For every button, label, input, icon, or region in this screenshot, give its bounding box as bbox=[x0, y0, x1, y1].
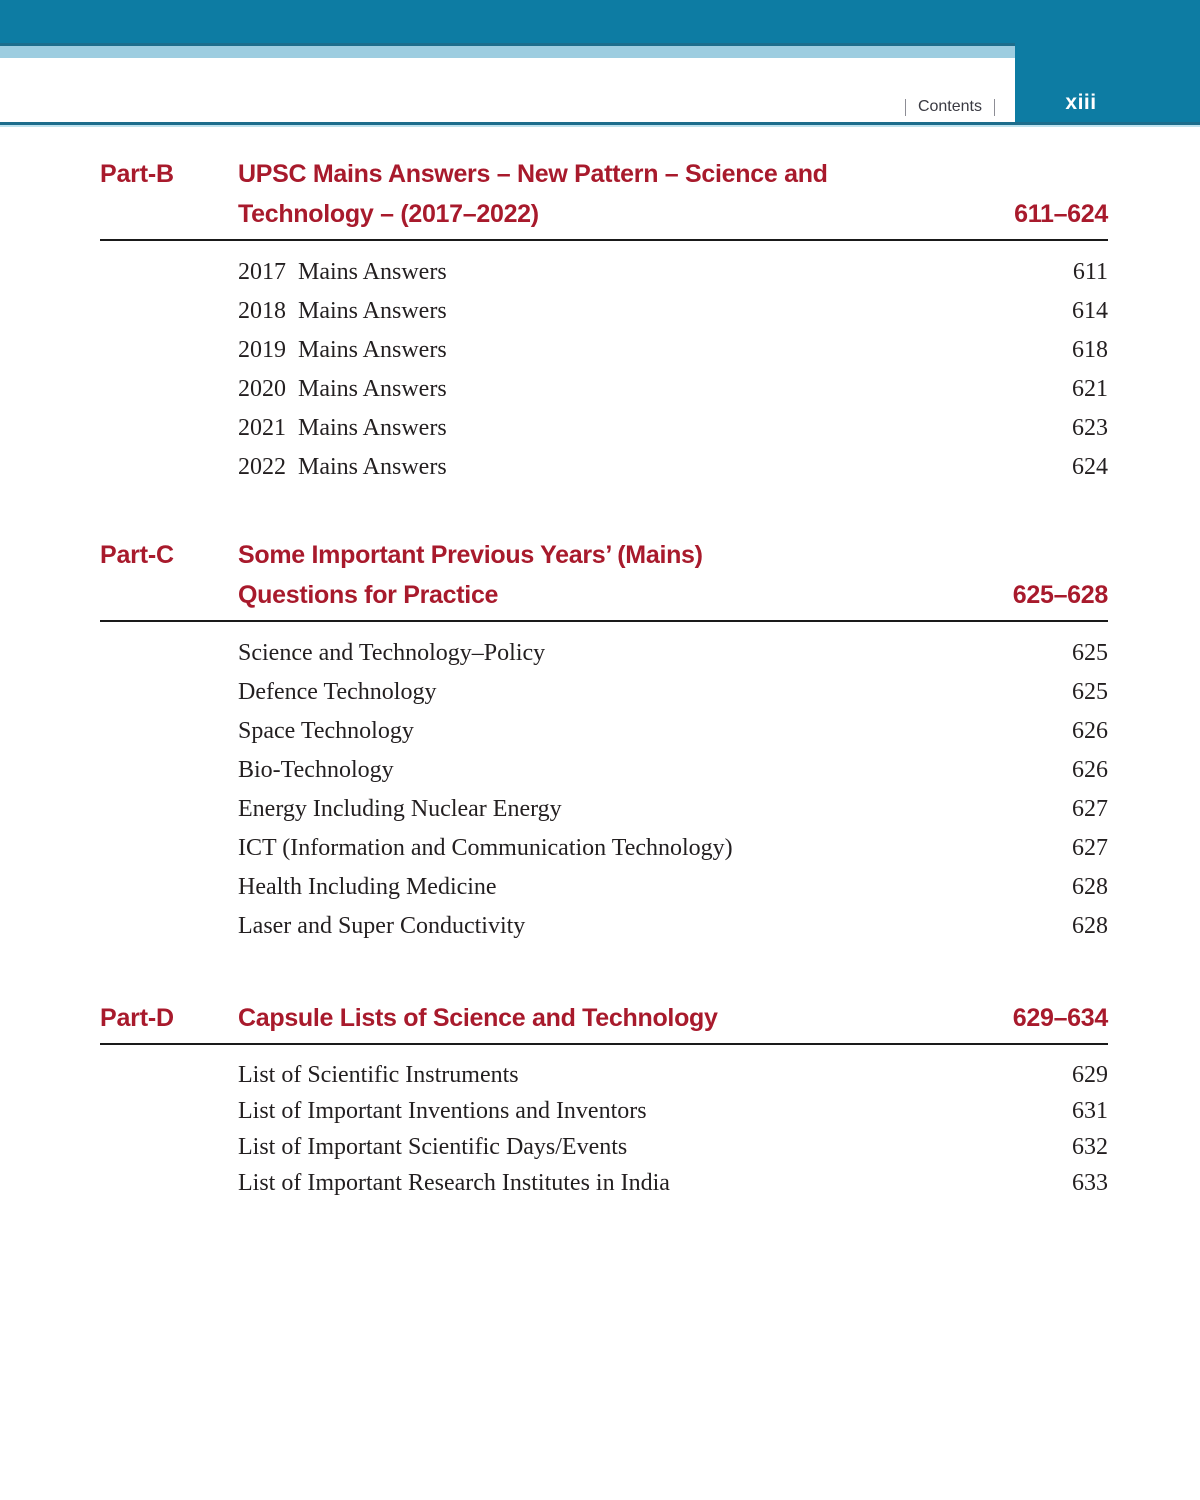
entry-page: 614 bbox=[1072, 298, 1108, 324]
toc-entry[interactable] bbox=[238, 868, 1108, 907]
entry-page: 632 bbox=[1072, 1134, 1108, 1160]
entry-label: 2021 Mains Answers bbox=[238, 415, 447, 441]
toc-content bbox=[0, 128, 1200, 1201]
entry-label: Space Technology bbox=[238, 718, 414, 744]
toc-section-part-b bbox=[0, 154, 1200, 487]
part-label: Part-C bbox=[100, 541, 174, 569]
part-title-line-1 bbox=[238, 535, 1108, 575]
toc-entry[interactable] bbox=[238, 409, 1108, 448]
toc-entry[interactable] bbox=[238, 673, 1108, 712]
section-entries bbox=[0, 622, 1200, 946]
entry-page: 625 bbox=[1072, 679, 1108, 705]
section-heading bbox=[0, 998, 1200, 1038]
running-head-label: Contents bbox=[917, 98, 982, 115]
part-page-range: 611–624 bbox=[1014, 200, 1108, 228]
toc-entry[interactable] bbox=[238, 907, 1108, 946]
entry-label: ICT (Information and Communication Technology) bbox=[238, 835, 733, 861]
part-title-text: UPSC Mains Answers – New Pattern – Science and bbox=[238, 160, 828, 188]
part-title-line-1 bbox=[238, 154, 1108, 194]
page-header bbox=[0, 0, 1200, 128]
separator-bar-right bbox=[994, 99, 995, 116]
part-label: Part-B bbox=[100, 160, 174, 188]
toc-entry[interactable] bbox=[238, 253, 1108, 292]
part-title-wrap bbox=[238, 998, 1108, 1038]
entry-label: Science and Technology–Policy bbox=[238, 640, 546, 666]
toc-entry[interactable] bbox=[238, 292, 1108, 331]
header-teal-band bbox=[0, 0, 1200, 43]
entry-page: 628 bbox=[1072, 913, 1108, 939]
part-title-text-cont: Questions for Practice bbox=[238, 581, 499, 609]
entry-label: Health Including Medicine bbox=[238, 874, 497, 900]
section-heading bbox=[0, 154, 1200, 234]
entry-label: Energy Including Nuclear Energy bbox=[238, 796, 562, 822]
entry-page: 626 bbox=[1072, 757, 1108, 783]
entry-page: 628 bbox=[1072, 874, 1108, 900]
toc-entry[interactable] bbox=[238, 751, 1108, 790]
part-title-text: Capsule Lists of Science and Technology bbox=[238, 1004, 718, 1032]
entry-label: List of Important Inventions and Inventors bbox=[238, 1098, 647, 1124]
entry-page: 625 bbox=[1072, 640, 1108, 666]
toc-entry[interactable] bbox=[238, 1057, 1108, 1093]
section-entries bbox=[0, 1045, 1200, 1201]
entry-page: 611 bbox=[1072, 259, 1108, 285]
section-spacer-c-d bbox=[0, 946, 1200, 998]
toc-entry[interactable] bbox=[238, 634, 1108, 673]
part-title-line-1 bbox=[238, 998, 1108, 1038]
entry-label: List of Important Scientific Days/Events bbox=[238, 1134, 628, 1160]
entry-label: 2017 Mains Answers bbox=[238, 259, 447, 285]
toc-entry[interactable] bbox=[238, 448, 1108, 487]
entry-label: 2018 Mains Answers bbox=[238, 298, 447, 324]
toc-entry[interactable] bbox=[238, 1093, 1108, 1129]
entry-label: Laser and Super Conductivity bbox=[238, 913, 526, 939]
part-label: Part-D bbox=[100, 1004, 174, 1032]
header-bottom-rule-light bbox=[0, 125, 1200, 127]
entry-label: Bio-Technology bbox=[238, 757, 394, 783]
part-page-range: 629–634 bbox=[1012, 1004, 1108, 1032]
folio-number: xiii bbox=[1065, 91, 1097, 114]
part-title-text: Some Important Previous Years’ (Mains) bbox=[238, 541, 703, 569]
entry-label: 2019 Mains Answers bbox=[238, 337, 447, 363]
toc-entry[interactable] bbox=[238, 1165, 1108, 1201]
entry-page: 624 bbox=[1072, 454, 1108, 480]
part-title-wrap bbox=[238, 154, 1108, 234]
toc-section-part-d bbox=[0, 998, 1200, 1201]
entry-page: 626 bbox=[1072, 718, 1108, 744]
toc-section-part-c bbox=[0, 535, 1200, 946]
entry-label: List of Important Research Institutes in India bbox=[238, 1170, 670, 1196]
toc-entry[interactable] bbox=[238, 790, 1108, 829]
entry-page: 627 bbox=[1072, 796, 1108, 822]
entry-page: 621 bbox=[1072, 376, 1108, 402]
entry-page: 627 bbox=[1072, 835, 1108, 861]
part-title-text-cont: Technology – (2017–2022) bbox=[238, 200, 539, 228]
section-entries bbox=[0, 241, 1200, 487]
entry-page: 623 bbox=[1072, 415, 1108, 441]
running-head-contents bbox=[905, 98, 995, 116]
section-heading bbox=[0, 535, 1200, 615]
toc-entry[interactable] bbox=[238, 712, 1108, 751]
part-title-wrap bbox=[238, 535, 1108, 615]
part-page-range: 625–628 bbox=[1012, 581, 1108, 609]
part-title-line-2 bbox=[238, 575, 1108, 615]
entry-label: Defence Technology bbox=[238, 679, 437, 705]
entry-page: 629 bbox=[1072, 1062, 1108, 1088]
entry-page: 633 bbox=[1072, 1170, 1108, 1196]
toc-entry[interactable] bbox=[238, 829, 1108, 868]
entry-page: 631 bbox=[1072, 1098, 1108, 1124]
toc-entry[interactable] bbox=[238, 331, 1108, 370]
entry-label: 2020 Mains Answers bbox=[238, 376, 447, 402]
top-spacer bbox=[0, 128, 1200, 154]
separator-bar-left bbox=[905, 99, 906, 116]
part-title-line-2 bbox=[238, 194, 1108, 234]
toc-entry[interactable] bbox=[238, 370, 1108, 409]
entry-label: 2022 Mains Answers bbox=[238, 454, 447, 480]
toc-entry[interactable] bbox=[238, 1129, 1108, 1165]
entry-page: 618 bbox=[1072, 337, 1108, 363]
section-spacer-b-c bbox=[0, 487, 1200, 535]
entry-label: List of Scientific Instruments bbox=[238, 1062, 519, 1088]
